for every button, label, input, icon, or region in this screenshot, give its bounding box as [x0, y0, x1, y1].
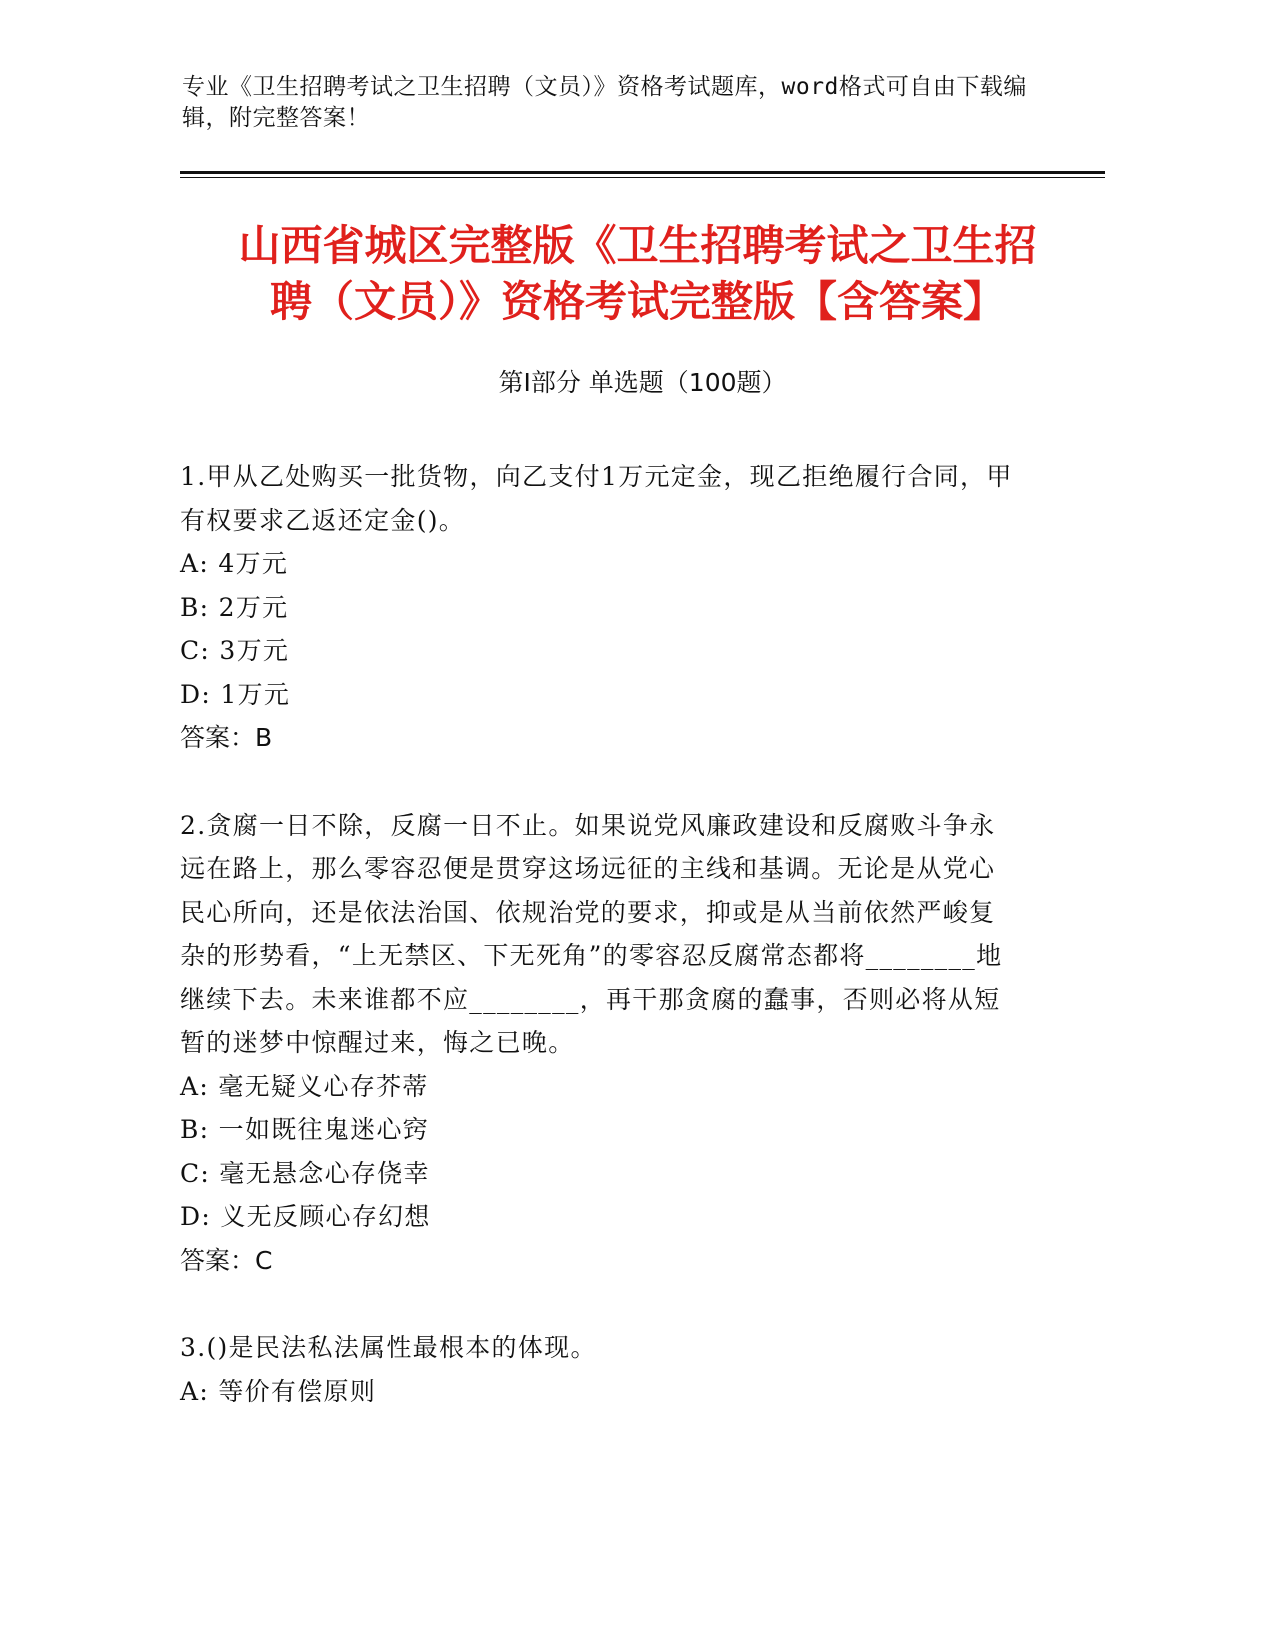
option-b: B: 2万元: [180, 592, 289, 622]
section-title: 第Ⅰ部分 单选题（100题）: [498, 368, 787, 397]
option-a: A: 4万元: [180, 549, 289, 578]
option-c: C: 3万元: [180, 636, 290, 665]
option-a: A: 等价有偿原则: [180, 1376, 377, 1406]
header-note: 专业《卫生招聘考试之卫生招聘（文员）》资格考试题库，word格式可自由下载编辑，附完整答案！: [182, 74, 1027, 131]
document-title-line-2: 聘（文员）》资格考试完整版【含答案】: [269, 277, 1005, 326]
header-rule-thin: [180, 177, 1105, 178]
option-c: C: 毫无悬念心存侥幸: [180, 1158, 430, 1188]
option-b: B: 一如既往鬼迷心窍: [180, 1115, 430, 1144]
question-1: [180, 455, 1020, 760]
option-a: A: 毫无疑义心存芥蒂: [180, 1071, 429, 1101]
question-3: [180, 1326, 1020, 1413]
document-title: [160, 218, 1115, 330]
question-stem: 1.甲从乙处购买一批货物，向乙支付1万元定金，现乙拒绝履行合同，甲有权要求乙返还定金()。: [180, 462, 1013, 535]
option-d: D: 1万元: [180, 679, 291, 709]
option-d: D: 义无反顾心存幻想: [180, 1202, 431, 1231]
answer: 答案：B: [180, 723, 273, 752]
answer: 答案：C: [180, 1245, 273, 1275]
question-2: [180, 804, 1020, 1283]
header-rule-thick: [180, 171, 1105, 174]
question-stem: 2.贪腐一日不除，反腐一日不止。如果说党风廉政建设和反腐败斗争永远在路上，那么零容忍便是贯穿这场远征的主线和基调。无论是从党心民心所向，还是依法治国、依规治党的要求，抑或是从当前依然严峻复杂的形势看，“上无禁区、下无死角”的零容忍反腐常态都将________地继续下去。未来谁都不应________，再干那贪腐的蠢事，否则必将从短暂的迷梦中惊醒过来，悔之已晚。: [180, 810, 1003, 1057]
question-stem: 3.()是民法私法属性最根本的体现。: [180, 1333, 597, 1362]
document-title-line-1: 山西省城区完整版《卫生招聘考试之卫生招: [238, 221, 1037, 270]
question-list: [180, 455, 1020, 1457]
